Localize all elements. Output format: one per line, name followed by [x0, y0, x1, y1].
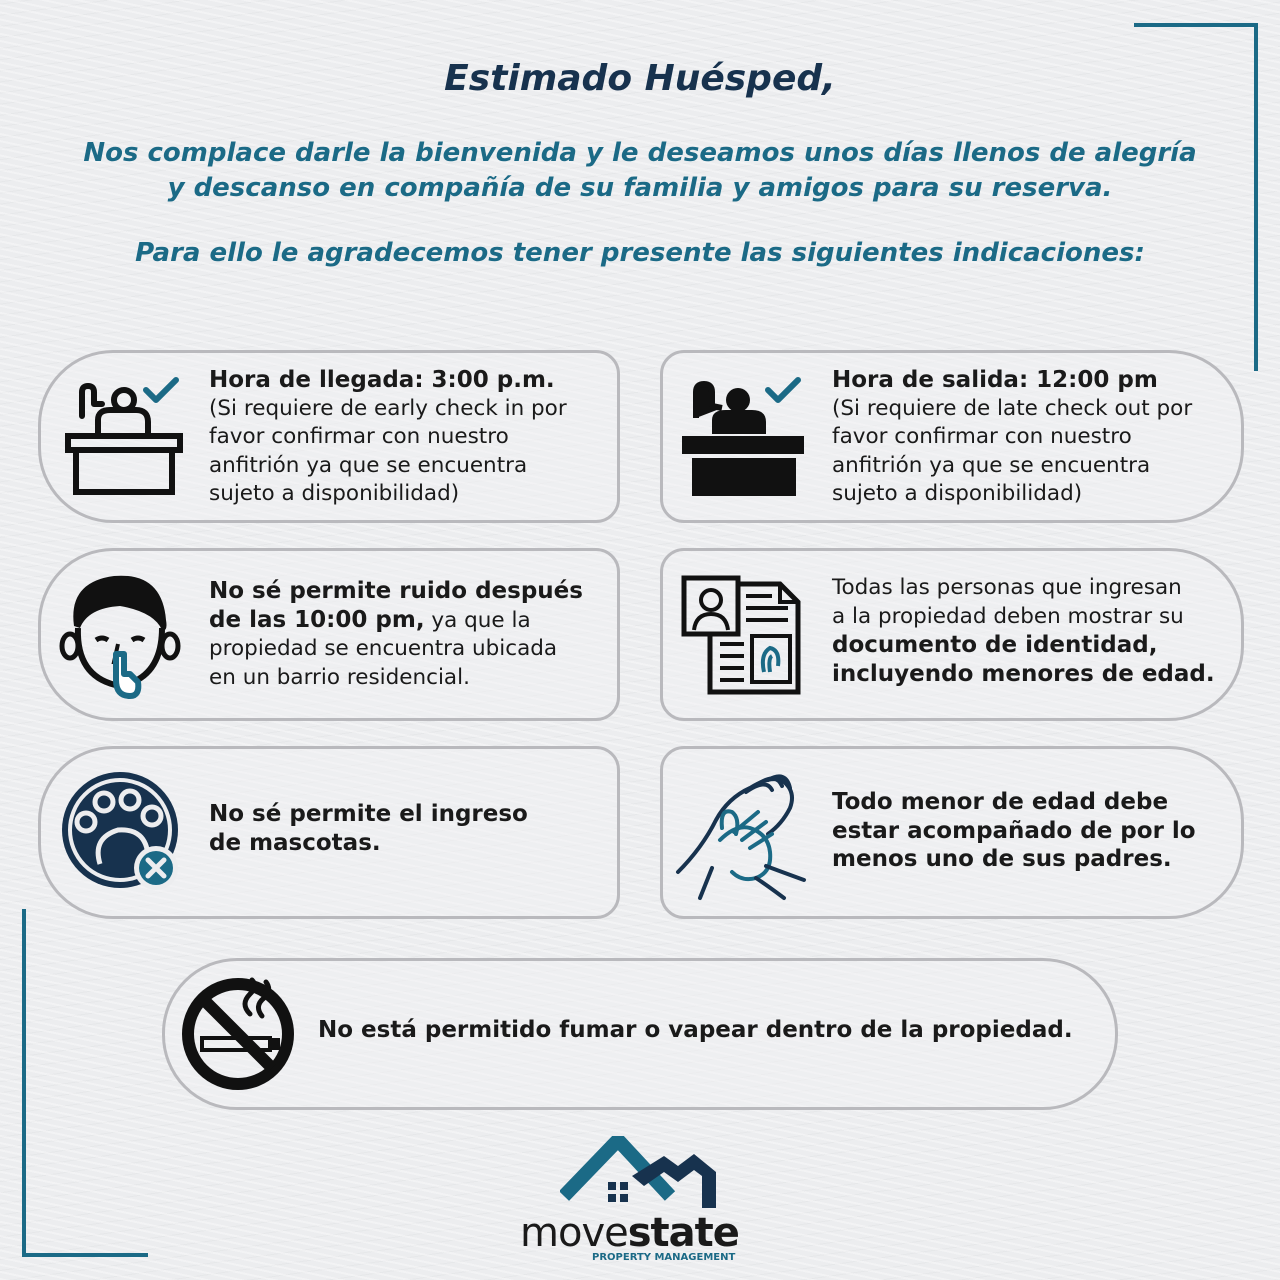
identity-line-2: a la propiedad deben mostrar su [832, 603, 1184, 629]
id-document-icon [680, 574, 804, 698]
checkin-detail-3: anfitrión ya que se encuentra [209, 452, 528, 478]
identity-bold-line-4: incluyendo menores de edad. [832, 660, 1215, 687]
hands-icon [672, 768, 812, 904]
checkin-detail-4: sujeto a disponibilidad) [209, 481, 460, 506]
no-smoking-line: No está permitido fumar o vapear dentro de la propiedad. [318, 1017, 1073, 1043]
minors-line-3: menos uno de sus padres. [832, 846, 1172, 872]
corner-bracket-top-right [1134, 23, 1258, 27]
checkout-detail-2: favor confirmar con nuestro [832, 424, 1132, 449]
noise-text [209, 577, 609, 692]
checkin-detail-1: (Si requiere de early check in por [209, 395, 567, 421]
noise-bold-line-2: de las 10:00 pm, [209, 606, 425, 633]
pets-text [209, 800, 609, 857]
noise-line-2-rest: ya que la [424, 607, 531, 633]
no-smoking-text [318, 1016, 1108, 1045]
instructions-heading: Para ello le agradecemos tener presente las siguientes indicaciones: [135, 238, 1145, 268]
quiet-face-icon [58, 568, 182, 702]
identity-line-1: Todas las personas que ingresan [832, 575, 1182, 600]
corner-bracket-bottom-left-vertical [22, 909, 26, 1257]
minors-text [832, 788, 1242, 874]
checkout-desk-icon [682, 374, 806, 498]
minors-line-2: estar acompañado de por lo [832, 817, 1196, 844]
checkin-text [209, 366, 609, 509]
corner-bracket-bottom-left [22, 1253, 148, 1257]
pets-line-1: No sé permite el ingreso [209, 801, 528, 827]
identity-text [832, 574, 1242, 688]
pets-line-2: de mascotas. [209, 829, 381, 856]
no-smoking-icon [180, 976, 296, 1092]
checkout-detail-3: anfitrión ya que se encuentra [832, 452, 1151, 478]
logo-word-light: move [520, 1210, 628, 1256]
checkin-detail-2: favor confirmar con nuestro [209, 424, 509, 449]
intro-line-2: y descanso en compañía de su familia y amigos para su reserva. [167, 173, 1113, 203]
movestate-house-logo-icon [560, 1136, 722, 1210]
logo-word-bold: state [627, 1210, 739, 1256]
checkout-text [832, 366, 1237, 509]
logo-subtitle: PROPERTY MANAGEMENT [592, 1252, 736, 1263]
noise-line-4: en un barrio residencial. [209, 664, 470, 690]
no-pets-icon [58, 768, 188, 898]
noise-line-3: propiedad se encuentra ubicada [209, 636, 558, 661]
identity-bold-line-3: documento de identidad, [832, 632, 1158, 658]
greeting-title: Estimado Huésped, [444, 58, 836, 99]
checkout-detail-4: sujeto a disponibilidad) [832, 481, 1083, 506]
checkin-title: Hora de llegada: 3:00 p.m. [209, 367, 555, 393]
intro-line-1: Nos complace darle la bienvenida y le deseamos unos días llenos de alegría [83, 138, 1197, 168]
checkout-title: Hora de salida: 12:00 pm [832, 367, 1158, 393]
checkin-desk-icon [62, 374, 186, 498]
checkout-detail-1: (Si requiere de late check out por [832, 395, 1193, 421]
movestate-wordmark [520, 1210, 760, 1256]
minors-line-1: Todo menor de edad debe [832, 789, 1169, 815]
intro-paragraph [60, 136, 1220, 206]
noise-bold-line-1: No sé permite ruido después [209, 578, 583, 604]
